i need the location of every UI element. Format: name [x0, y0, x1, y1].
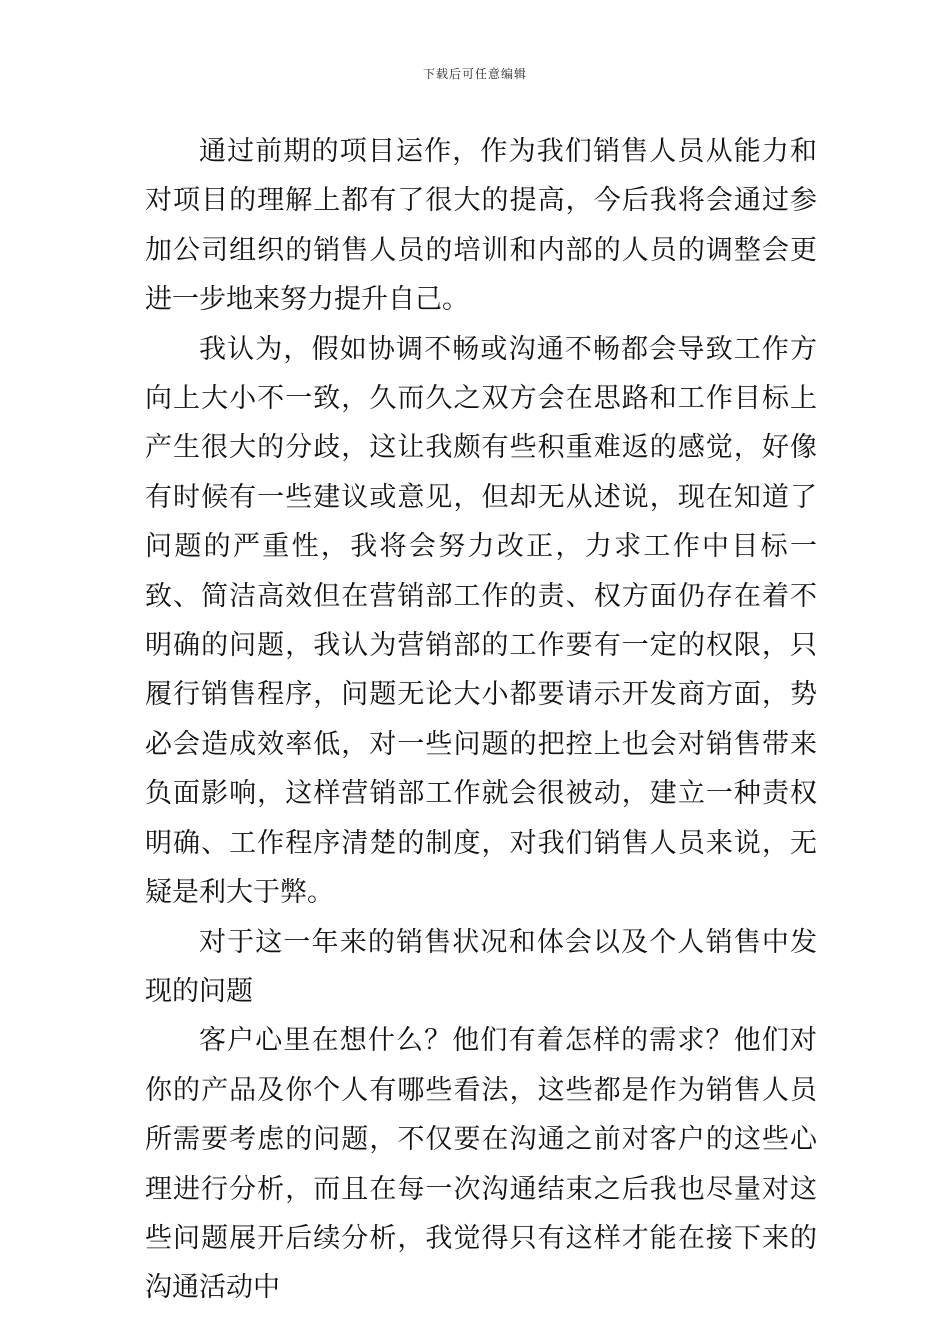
- paragraph-project-experience: 通过前期的项目运作，作为我们销售人员从能力和对项目的理解上都有了很大的提高，今后我将会通过参加公司组织的销售人员的培训和内部的人员的调整会更进一步地来努力提升自己。: [145, 136, 817, 316]
- paragraph-customer-psychology: 客户心里在想什么？他们有着怎样的需求？他们对你的产品及你个人有哪些看法，这些都是作为销售人员所需要考虑的问题，不仅要在沟通之前对客户的这些心理进行分析，而且在每一次沟通结束之后我也尽量对这些问题展开后续分析，我觉得只有这样才能在接下来的沟通活动中: [145, 1025, 817, 1304]
- paragraph-sales-reflection-heading: 对于这一年来的销售状况和体会以及个人销售中发现的问题: [145, 926, 817, 1007]
- document-body: [145, 127, 817, 1313]
- paragraph-coordination-issues: 我认为，假如协调不畅或沟通不畅都会导致工作方向上大小不一致，久而久之双方会在思路和工作目标上产生很大的分歧，这让我颇有些积重难返的感觉，好像有时候有一些建议或意见，但却无从述说，现在知道了问题的严重性，我将会努力改正，力求工作中目标一致、简洁高效但在营销部工作的责、权方面仍存在着不明确的问题，我认为营销部的工作要有一定的权限，只履行销售程序，问题无论大小都要请示开发商方面，势必会造成效率低，对一些问题的把控上也会对销售带来负面影响，这样营销部工作就会很被动，建立一种责权明确、工作程序清楚的制度，对我们销售人员来说，无疑是利大于弊。: [145, 333, 817, 909]
- page-header: 下载后可任意编辑: [422, 67, 527, 81]
